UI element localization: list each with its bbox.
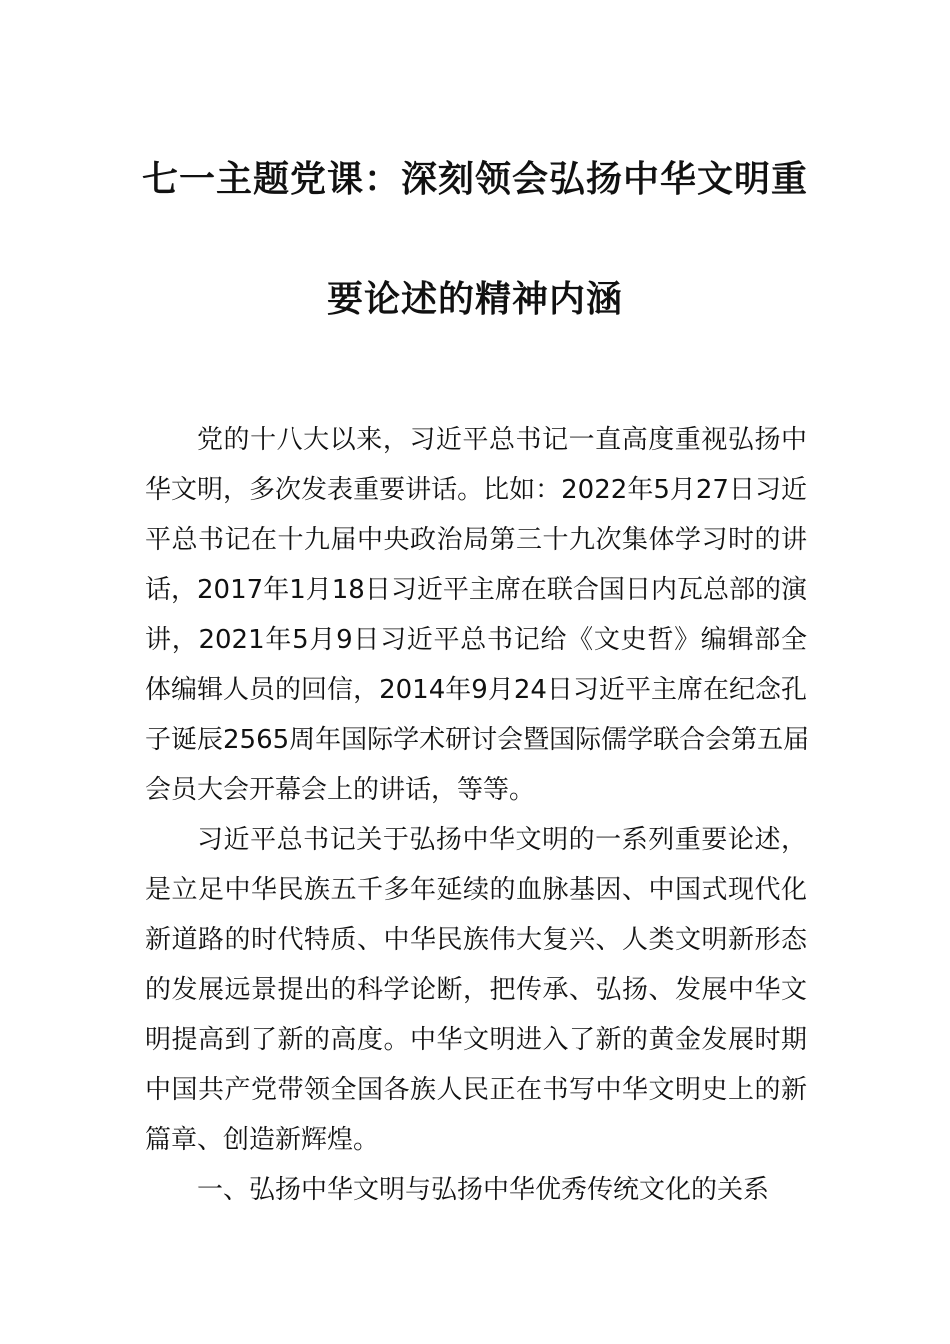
paragraph-2-line-7: 篇章、创造新辉煌。	[145, 1125, 380, 1155]
paragraph-1-line-8: 会员大会开幕会上的讲话，等等。	[145, 775, 536, 805]
paragraph-2-line-2: 是立足中华民族五千多年延续的血脉基因、中国式现代化	[145, 875, 807, 905]
paragraph-1-line-5: 讲，2021年5月9日习近平总书记给《文史哲》编辑部全	[145, 625, 807, 655]
paragraph-1-line-4: 话，2017年1月18日习近平主席在联合国日内瓦总部的演	[145, 575, 807, 605]
paragraph-1-line-2: 华文明，多次发表重要讲话。比如：2022年5月27日习近	[145, 475, 807, 505]
paragraph-1-line-6: 体编辑人员的回信，2014年9月24日习近平主席在纪念孔	[145, 675, 807, 705]
paragraph-2-line-1: 习近平总书记关于弘扬中华文明的一系列重要论述，	[197, 825, 807, 855]
paragraph-2-line-5: 明提高到了新的高度。中华文明进入了新的黄金发展时期	[145, 1025, 807, 1055]
section-heading-1: 一、弘扬中华文明与弘扬中华优秀传统文化的关系	[197, 1175, 770, 1205]
paragraph-2-line-6: 中国共产党带领全国各族人民正在书写中华文明史上的新	[145, 1075, 807, 1105]
paragraph-1-line-7: 子诞辰2565周年国际学术研讨会暨国际儒学联合会第五届	[145, 725, 810, 755]
paragraph-2-line-4: 的发展远景提出的科学论断，把传承、弘扬、发展中华文	[145, 975, 807, 1005]
document-title-line-2: 要论述的精神内涵	[326, 279, 623, 320]
paragraph-1-line-3: 平总书记在十九届中央政治局第三十九次集体学习时的讲	[145, 525, 807, 555]
paragraph-2-line-3: 新道路的时代特质、中华民族伟大复兴、人类文明新形态	[145, 925, 807, 955]
paragraph-1-line-1: 党的十八大以来，习近平总书记一直高度重视弘扬中	[197, 425, 807, 455]
document-title-line-1: 七一主题党课：深刻领会弘扬中华文明重	[141, 159, 808, 200]
